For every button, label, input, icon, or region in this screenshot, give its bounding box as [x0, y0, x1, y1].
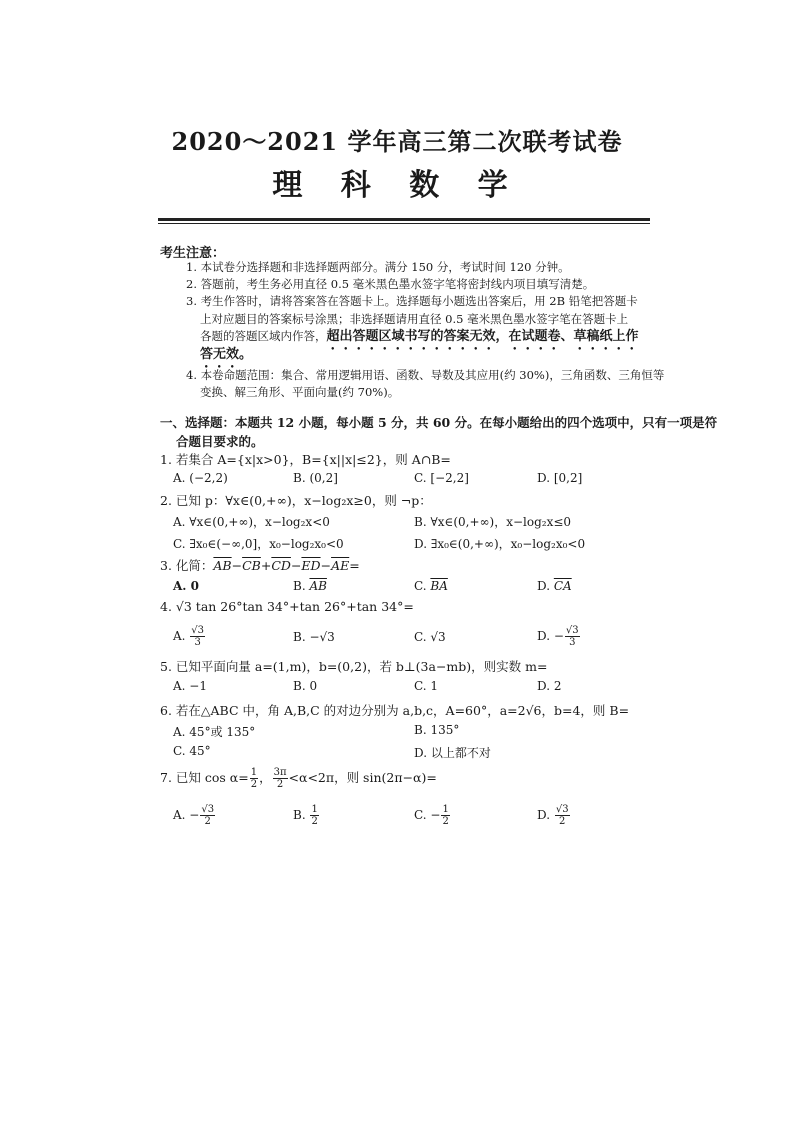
q7-stem-part-3: <α<2π，则 sin(2π−α)= [288, 770, 437, 785]
fraction-denominator: 2 [250, 779, 258, 790]
question-6-stem: 6. 若在△ABC 中，角 A,B,C 的对边分别为 a,b,c，A=60°，a=2√6，b=4，则 B= [160, 703, 630, 718]
section-heading: 一、选择题：本题共 12 小题，每小题 5 分，共 60 分。在每小题给出的四个选项中，只有一项是符 [160, 415, 718, 430]
q3-op-2: + [260, 558, 272, 573]
q3-vector-ab: $\overline{AB}$ [213, 558, 232, 573]
q4-option-a-fraction [190, 625, 205, 648]
q4-option-d-fraction [565, 625, 580, 648]
fraction-numerator: √3 [565, 625, 579, 636]
q7-option-d-fraction [555, 804, 570, 827]
q4-option-a [173, 625, 206, 648]
fraction-denominator: 2 [204, 816, 211, 827]
q3-op-3: − [290, 558, 302, 573]
fraction-numerator: 3π [273, 767, 287, 778]
q7-option-b-fraction [310, 804, 318, 827]
q4-option-d-label: D. − [537, 629, 564, 643]
q3-op-1: − [231, 558, 243, 573]
q7-stem-fraction-2 [273, 767, 288, 790]
q7-stem-part-1: 7. 已知 cos α= [160, 770, 249, 785]
q7-option-a-fraction [200, 804, 215, 827]
q7-option-b [293, 804, 320, 827]
q3-vector-ae: $\overline{AE}$ [331, 558, 350, 573]
question-7-stem [160, 767, 437, 790]
q3-option-c-label: C. [414, 579, 431, 593]
q1-option-d: D. [0,2] [537, 471, 583, 485]
q4-option-c: C. √3 [414, 630, 446, 644]
q3-option-b [293, 579, 327, 593]
header-rule-thick [158, 218, 650, 221]
fraction-numerator: √3 [555, 804, 569, 815]
q7-option-a-label: A. − [173, 808, 200, 822]
q3-vector-cb: $\overline{CB}$ [242, 558, 261, 573]
q2-option-a: A. ∀x∈(0,+∞)，x−log₂x<0 [173, 515, 330, 529]
q7-option-c [414, 804, 451, 827]
notice-emphasis-1: 超出答题区域书写的答案无效，在试题卷、草稿纸上作 [326, 329, 639, 344]
notice-item-3-cont1: 上对应题目的答案标号涂黑；非选择题请用直径 0.5 毫米黑色墨水签字笔在答题卡上 [200, 312, 629, 326]
fraction-denominator: 3 [194, 637, 201, 648]
q7-stem-part-2: ， [259, 770, 272, 785]
notice-item-3-text: 各题的答题区域内作答， [200, 329, 327, 343]
section-heading-cont: 合题目要求的。 [176, 434, 264, 449]
q4-option-d [537, 625, 581, 648]
q5-option-a: A. −1 [173, 679, 207, 693]
q7-option-c-label: C. − [414, 808, 441, 822]
notice-item-3: 3. 考生作答时，请将答案答在答题卡上。选择题每小题选出答案后，用 2B 铅笔把答题卡 [186, 294, 638, 308]
q7-stem-fraction-1 [250, 767, 258, 790]
notice-item-2: 2. 答题前，考生务必用直径 0.5 毫米黑色墨水签字笔将密封线内项目填写清楚。 [186, 277, 595, 291]
q2-option-d: D. ∃x₀∈(0,+∞)，x₀−log₂x₀<0 [414, 537, 586, 551]
question-4-stem: 4. √3 tan 26°tan 34°+tan 26°+tan 34°= [160, 599, 414, 614]
fraction-numerator: 1 [311, 804, 318, 815]
q3-option-d [537, 579, 572, 593]
header-rule-thin [158, 223, 650, 224]
q3-vector-ed: $\overline{ED}$ [301, 558, 321, 573]
fraction-denominator: 2 [311, 816, 318, 827]
q3-option-b-vector: $\overline{AB}$ [309, 579, 327, 593]
q3-vector-cd: $\overline{CD}$ [271, 558, 291, 573]
q3-option-d-vector: $\overline{CA}$ [553, 579, 572, 593]
fraction-numerator: 1 [250, 767, 258, 778]
q2-option-b: B. ∀x∈(0,+∞)，x−log₂x≤0 [414, 515, 572, 529]
q6-option-b: B. 135° [414, 723, 460, 737]
q7-option-d-label: D. [537, 808, 554, 822]
q7-option-b-label: B. [293, 808, 310, 822]
q6-option-a: A. 45°或 135° [173, 725, 256, 739]
q3-option-c-vector: $\overline{BA}$ [430, 579, 448, 593]
q3-op-4: − [320, 558, 332, 573]
q1-option-a: A. (−2,2) [173, 471, 228, 485]
notice-heading: 考生注意： [160, 246, 226, 261]
q6-option-d: D. 以上都不对 [414, 746, 491, 760]
fraction-numerator: √3 [191, 625, 205, 636]
q1-option-c: C. [−2,2] [414, 471, 469, 485]
subject-title: 理 科 数 学 [272, 168, 522, 203]
notice-item-1: 1. 本试卷分选择题和非选择题两部分。满分 150 分，考试时间 120 分钟。 [186, 260, 570, 274]
notice-emphasis-2: 答无效。 [200, 347, 253, 362]
q4-option-b: B. −√3 [293, 630, 335, 644]
q3-option-a: A. 0 [173, 579, 200, 593]
q6-option-c: C. 45° [173, 744, 211, 758]
notice-item-3-cont2 [200, 328, 639, 353]
q5-option-c: C. 1 [414, 679, 439, 693]
question-5-stem: 5. 已知平面向量 a=(1,m)，b=(0,2)，若 b⊥(3a−mb)，则实数 m= [160, 659, 548, 674]
q1-option-b: B. (0,2] [293, 471, 338, 485]
q3-option-b-label: B. [293, 579, 310, 593]
notice-item-4: 4. 本卷命题范围：集合、常用逻辑用语、函数、导数及其应用(约 30%)，三角函数、三角恒等 [186, 368, 665, 382]
question-2-stem: 2. 已知 p：∀x∈(0,+∞)，x−log₂x≥0，则 ¬p： [160, 493, 432, 508]
q3-option-c [414, 579, 448, 593]
fraction-denominator: 2 [276, 779, 284, 790]
q7-option-a [173, 804, 216, 827]
notice-item-4-cont: 变换、解三角形、平面向量(约 70%)。 [200, 385, 400, 399]
fraction-denominator: 3 [569, 637, 576, 648]
q7-option-d [537, 804, 571, 827]
q5-option-d: D. 2 [537, 679, 562, 693]
q2-option-c: C. ∃x₀∈(−∞,0]，x₀−log₂x₀<0 [173, 537, 344, 551]
exam-title: 2020～2021 学年高三第二次联考试卷 [171, 127, 623, 156]
q4-option-a-label: A. [173, 629, 190, 643]
q5-option-b: B. 0 [293, 679, 318, 693]
question-1-stem: 1. 若集合 A={x|x>0}，B={x||x|≤2}，则 A∩B= [160, 452, 451, 467]
fraction-numerator: √3 [201, 804, 215, 815]
fraction-numerator: 1 [442, 804, 449, 815]
fraction-denominator: 2 [442, 816, 449, 827]
fraction-denominator: 2 [559, 816, 566, 827]
q7-option-c-fraction [441, 804, 449, 827]
q3-option-d-label: D. [537, 579, 554, 593]
q3-stem-prefix: 3. 化简： [160, 558, 214, 573]
question-3-stem [160, 556, 360, 574]
q3-op-5: = [349, 558, 360, 573]
